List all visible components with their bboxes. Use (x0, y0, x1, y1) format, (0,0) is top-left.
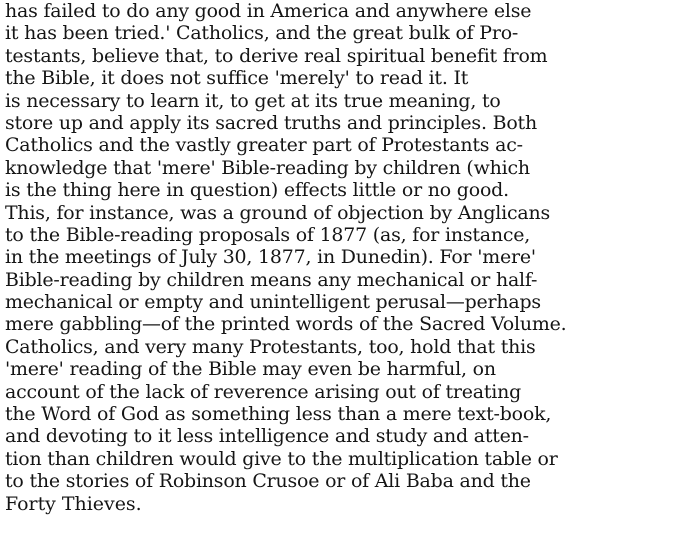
text-line: account of the lack of reverence arising out of treating (5, 380, 522, 403)
document-page (5, 0, 687, 534)
text-line: is necessary to learn it, to get at its true meaning, to (5, 89, 501, 112)
text-line: has failed to do any good in America and anywhere else (5, 0, 532, 22)
text-line: knowledge that 'mere' Bible-reading by children (which (5, 156, 530, 179)
text-line: mere gabbling—of the printed words of the Sacred Volume. (5, 313, 567, 336)
text-line: Forty Thieves. (5, 492, 142, 515)
text-line: to the stories of Robinson Crusoe or of Ali Baba and the (5, 470, 531, 493)
text-line: testants, believe that, to derive real spiritual benefit from (5, 44, 548, 67)
text-line: store up and apply its sacred truths and principles. Both (5, 111, 537, 134)
text-line: in the meetings of July 30, 1877, in Dunedin). For 'mere' (5, 246, 536, 269)
text-line: to the Bible-reading proposals of 1877 (as, for instance, (5, 223, 531, 246)
body-text (5, 0, 687, 515)
text-line: and devoting to it less intelligence and study and atten- (5, 425, 529, 448)
text-line: is the thing here in question) effects little or no good. (5, 179, 509, 202)
text-line: tion than children would give to the multiplication table or (5, 447, 558, 470)
text-line: Bible-reading by children means any mechanical or half- (5, 268, 538, 291)
text-line: it has been tried.' Catholics, and the great bulk of Pro- (5, 22, 519, 45)
text-line: Catholics, and very many Protestants, too, hold that this (5, 335, 536, 358)
text-line: This, for instance, was a ground of objection by Anglicans (5, 201, 551, 224)
text-line: Catholics and the vastly greater part of Protestants ac- (5, 134, 523, 157)
text-line: mechanical or empty and unintelligent perusal—perhaps (5, 291, 541, 314)
text-line: 'mere' reading of the Bible may even be harmful, on (5, 358, 496, 381)
text-line: the Word of God as something less than a mere text-book, (5, 403, 552, 426)
text-line: the Bible, it does not suffice 'merely' to read it. It (5, 67, 469, 90)
